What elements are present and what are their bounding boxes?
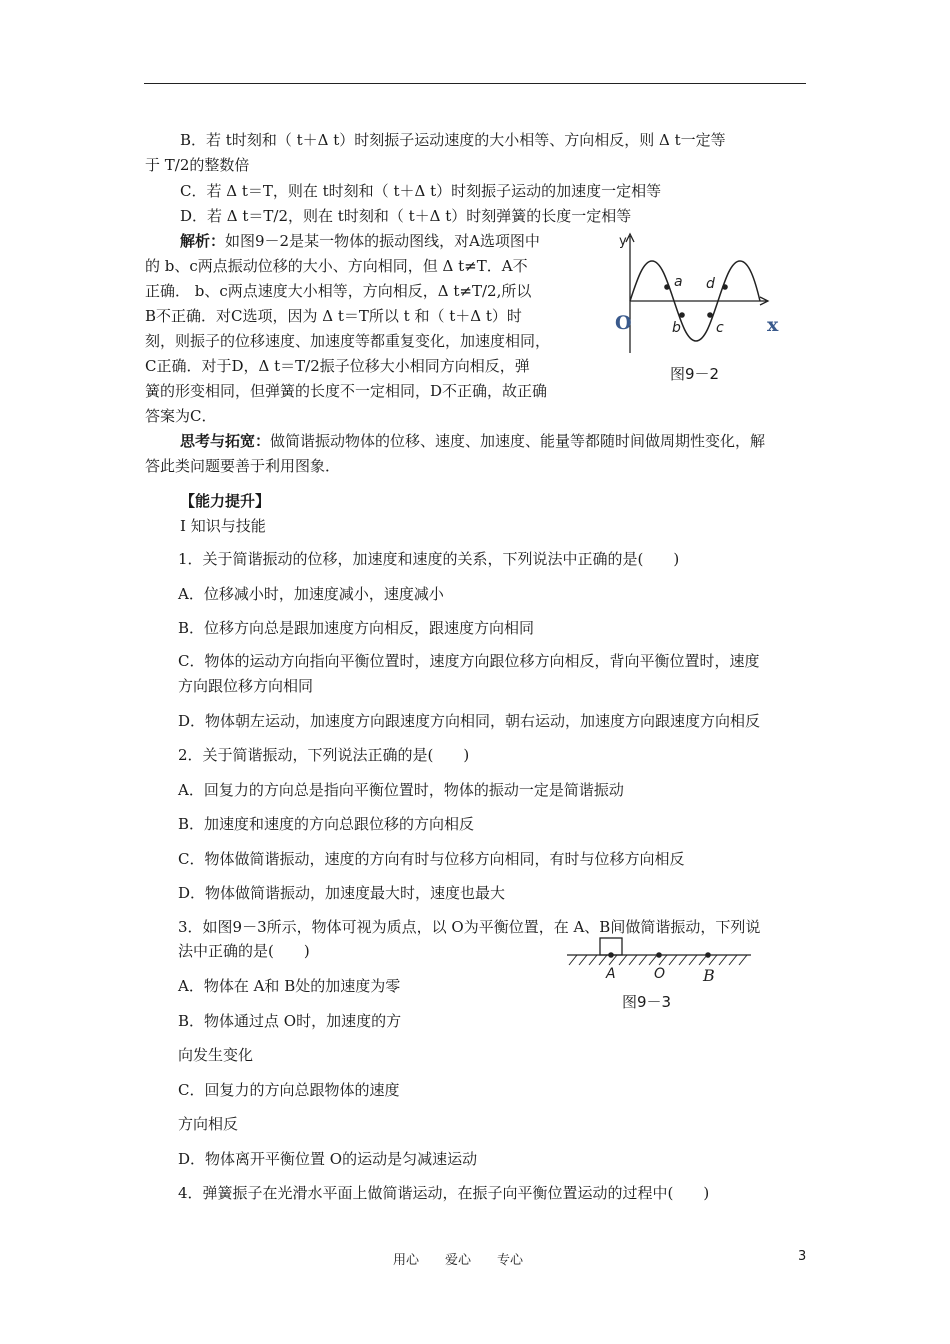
footer-motto: 用心 爱心 专心 <box>393 1253 524 1268</box>
option-line: B．物体通过点 O时，加速度的方 <box>178 1012 402 1030</box>
point-O-dot <box>656 952 662 958</box>
origin-label: O <box>615 312 632 334</box>
header-rule <box>144 83 806 84</box>
option-line: C．物体的运动方向指向平衡位置时，速度方向跟位移方向相反，背向平衡位置时，速度 <box>178 652 760 670</box>
subsection-heading: Ⅰ 知识与技能 <box>180 517 266 535</box>
point-c-label: c <box>716 320 724 336</box>
text-line: C正确．对于D，Δ t＝T/2振子位移大小相同方向相反，弹 <box>145 357 530 375</box>
text-line: 的 b、c两点振动位移的大小、方向相同，但 Δ t≠T．A不 <box>145 257 528 275</box>
text-line: 刻，则振子的位移速度、加速度等都重复变化，加速度相同， <box>145 332 551 350</box>
question-line: 4．弹簧振子在光滑水平面上做简谐运动，在振子向平衡位置运动的过程中( ) <box>178 1184 710 1202</box>
text-line: 簧的形变相同，但弹簧的长度不一定相同，D不正确，故正确 <box>145 382 548 400</box>
option-line: D．物体离开平衡位置 O的运动是匀减速运动 <box>178 1150 478 1168</box>
text-line: 答此类问题要善于利用图象． <box>145 457 341 475</box>
vibration-graph-figure <box>610 228 790 353</box>
question-line: 法中正确的是( ) <box>178 942 310 960</box>
option-line: C．回复力的方向总跟物体的速度 <box>178 1081 400 1099</box>
question-line: 3．如图9－3所示，物体可视为质点，以 O为平衡位置，在 A、B间做简谐振动，下列说 <box>178 918 761 936</box>
extension-text: 做简谐振动物体的位移、速度、加速度、能量等都随时间做周期性变化，解 <box>270 432 766 450</box>
point-A-dot <box>608 952 614 958</box>
analysis-text: 如图9－2是某一物体的振动图线，对A选项图中 <box>225 232 540 250</box>
question-line: 2．关于简谐振动，下列说法正确的是( ) <box>178 746 470 764</box>
point-A-label: A <box>606 966 616 982</box>
point-a-label: a <box>674 274 683 290</box>
point-O-label: O <box>654 966 666 982</box>
point-b-dot <box>679 312 685 318</box>
analysis-line <box>180 231 540 251</box>
y-axis-label: y <box>619 234 627 249</box>
text-line: B不正确．对C选项，因为 Δ t＝T所以 t 和（ t＋Δ t）时 <box>145 307 522 325</box>
oscillator-figure <box>563 935 755 987</box>
text-line: B．若 t时刻和（ t＋Δ t）时刻振子运动速度的大小相等、方向相反，则 Δ t一定等 <box>180 131 726 149</box>
page-number: 3 <box>798 1249 807 1264</box>
text-line: 答案为C． <box>145 407 217 425</box>
option-line: A．物体在 A和 B处的加速度为零 <box>178 977 401 995</box>
text-line: D．若 Δ t＝T/2，则在 t时刻和（ t＋Δ t）时刻弹簧的长度一定相等 <box>180 207 632 225</box>
section-heading: 【能力提升】 <box>180 492 271 510</box>
figure-9-2-caption: 图9－2 <box>670 365 720 383</box>
option-line: D．物体朝左运动，加速度方向跟速度方向相同，朝右运动，加速度方向跟速度方向相反 <box>178 712 761 730</box>
option-line: D．物体做简谐振动，加速度最大时，速度也最大 <box>178 884 506 902</box>
extension-line <box>180 431 765 451</box>
option-line: B．位移方向总是跟加速度方向相反，跟速度方向相同 <box>178 619 535 637</box>
point-d-label: d <box>706 276 715 292</box>
analysis-label: 解析： <box>180 232 226 250</box>
text-line: 于 T/2的整数倍 <box>145 156 250 174</box>
option-line: 向发生变化 <box>178 1046 254 1064</box>
point-B-dot <box>705 952 711 958</box>
option-line: B．加速度和速度的方向总跟位移的方向相反 <box>178 815 475 833</box>
option-line: A．回复力的方向总是指向平衡位置时，物体的振动一定是简谐振动 <box>178 781 624 799</box>
option-line: C．物体做简谐振动，速度的方向有时与位移方向相同，有时与位移方向相反 <box>178 850 685 868</box>
point-B-label: B <box>703 966 715 985</box>
option-line: 方向跟位移方向相同 <box>178 677 314 695</box>
option-line: A．位移减小时，加速度减小，速度减小 <box>178 585 444 603</box>
point-c-dot <box>707 312 713 318</box>
text-line: 正确． b、c两点速度大小相等，方向相反，Δ t≠T/2,所以 <box>145 282 532 300</box>
question-line: 1．关于简谐振动的位移，加速度和速度的关系，下列说法中正确的是( ) <box>178 550 680 568</box>
point-a-dot <box>664 284 670 290</box>
point-b-label: b <box>672 320 681 336</box>
option-line: 方向相反 <box>178 1115 239 1133</box>
figure-9-3-caption: 图9－3 <box>622 993 672 1011</box>
extension-label: 思考与拓宽： <box>180 432 271 450</box>
x-axis-label: x <box>767 314 779 336</box>
point-d-dot <box>722 284 728 290</box>
text-line: C．若 Δ t＝T，则在 t时刻和（ t＋Δ t）时刻振子运动的加速度一定相等 <box>180 182 662 200</box>
